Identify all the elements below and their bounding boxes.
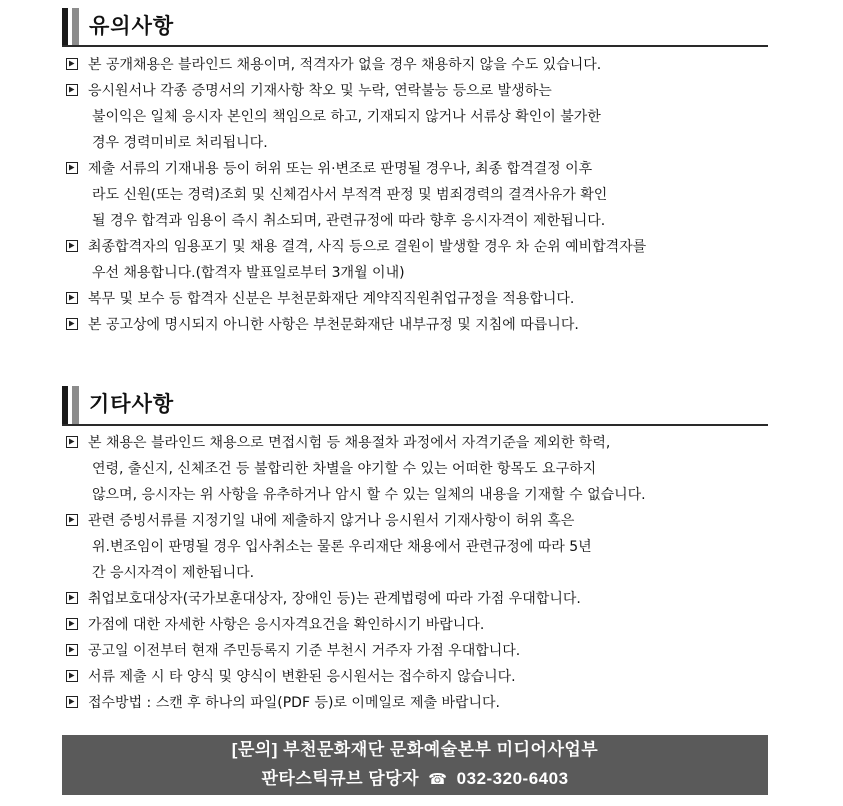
arrow-box-icon [66,84,78,96]
list-item [66,286,786,312]
list-item [66,586,786,612]
header-bar-gray [72,8,79,46]
list-item-text: 위.변조임이 판명될 경우 입사취소는 물론 우리재단 채용에서 관련규정에 따라 5년 [92,539,592,555]
list-item-text: 라도 신원(또는 경력)조회 및 신체검사서 부적격 판정 및 범죄경력의 결격사유가 확인 [92,187,608,203]
arrow-box-icon [66,292,78,304]
list-item-text: 연령, 출신지, 신체조건 등 불합리한 차별을 야기할 수 있는 어떠한 항목도 요구하지 [92,461,597,477]
section-title-notice: 유의사항 [89,15,175,38]
list-item-text: 최종합격자의 임용포기 및 채용 결격, 사직 등으로 결원이 발생할 경우 차 순위 예비합격자를 [88,239,647,255]
list-item-text: 관련 증빙서류를 지정기일 내에 제출하지 않거나 응시원서 기재사항이 허위 혹은 [88,513,575,529]
arrow-box-icon [66,162,78,174]
arrow-box-icon [66,318,78,330]
list-item [66,612,786,638]
list-item-text: 불이익은 일체 응시자 본인의 책임으로 하고, 기재되지 않거나 서류상 확인이 불가한 [92,109,601,125]
header-bar-dark [62,386,68,424]
section-rule-notice [62,45,768,47]
arrow-box-icon [66,592,78,604]
other-list [66,430,786,716]
list-item-text: 않으며, 응시자는 위 사항을 유추하거나 암시 할 수 있는 일체의 내용을 기재할 수 없습니다. [92,487,646,503]
list-item [66,312,786,338]
list-item-text: 우선 채용합니다.(합격자 발표일로부터 3개월 이내) [92,265,405,281]
list-item-text: 본 채용은 블라인드 채용으로 면접시험 등 채용절차 과정에서 자격기준을 제외한 학력, [88,435,611,451]
list-item-text: 응시원서나 각종 증명서의 기재사항 착오 및 누락, 연락불능 등으로 발생하는 [88,83,552,99]
list-item [66,234,786,286]
arrow-box-icon [66,696,78,708]
list-item-text: 제출 서류의 기재내용 등이 허위 또는 위·변조로 판명될 경우나, 최종 합격결정 이후 [88,161,593,177]
list-item [66,430,786,508]
list-item-text: 본 공고상에 명시되지 아니한 사항은 부천문화재단 내부규정 및 지침에 따릅니다. [88,317,579,333]
section-title-other: 기타사항 [89,393,175,416]
section-header-notice [62,6,174,46]
arrow-box-icon [66,618,78,630]
list-item-text: 본 공개채용은 블라인드 채용이며, 적격자가 없을 경우 채용하지 않을 수도 있습니다. [88,57,602,73]
list-item-text: 가점에 대한 자세한 사항은 응시자격요건을 확인하시기 바랍니다. [88,617,485,633]
arrow-box-icon [66,58,78,70]
phone-icon: ☎ [428,771,448,788]
contact-line-2 [62,764,768,794]
header-bar-gray [72,386,79,424]
header-bar-dark [62,8,68,46]
arrow-box-icon [66,670,78,682]
contact-line-1: [문의] 부천문화재단 문화예술본부 미디어사업부 [231,740,599,759]
section-header-other [62,384,174,424]
list-item [66,664,786,690]
list-item-text: 접수방법 : 스캔 후 하나의 파일(PDF 등)로 이메일로 제출 바랍니다. [88,695,500,711]
list-item [66,52,786,78]
list-item-text: 경우 경력미비로 처리됩니다. [92,135,268,151]
list-item [66,638,786,664]
list-item-text: 취업보호대상자(국가보훈대상자, 장애인 등)는 관계법령에 따라 가점 우대합니다. [88,591,581,607]
list-item [66,78,786,156]
list-item [66,156,786,234]
list-item [66,690,786,716]
list-item-text: 서류 제출 시 타 양식 및 양식이 변환된 응시원서는 접수하지 않습니다. [88,669,516,685]
notice-list [66,52,786,338]
list-item-text: 간 응시자격이 제한됩니다. [92,565,255,581]
arrow-box-icon [66,240,78,252]
contact-person: 판타스틱큐브 담당자 [261,769,419,788]
arrow-box-icon [66,644,78,656]
list-item-text: 될 경우 합격과 임용이 즉시 취소되며, 관련규정에 따라 향후 응시자격이 제한됩니다. [92,213,606,229]
section-rule-other [62,424,768,426]
list-item [66,508,786,586]
contact-box [62,735,768,795]
arrow-box-icon [66,436,78,448]
contact-phone: 032-320-6403 [456,769,569,788]
list-item-text: 복무 및 보수 등 합격자 신분은 부천문화재단 계약직직원취업규정을 적용합니다. [88,291,575,307]
arrow-box-icon [66,514,78,526]
list-item-text: 공고일 이전부터 현재 주민등록지 기준 부천시 거주자 가점 우대합니다. [88,643,521,659]
